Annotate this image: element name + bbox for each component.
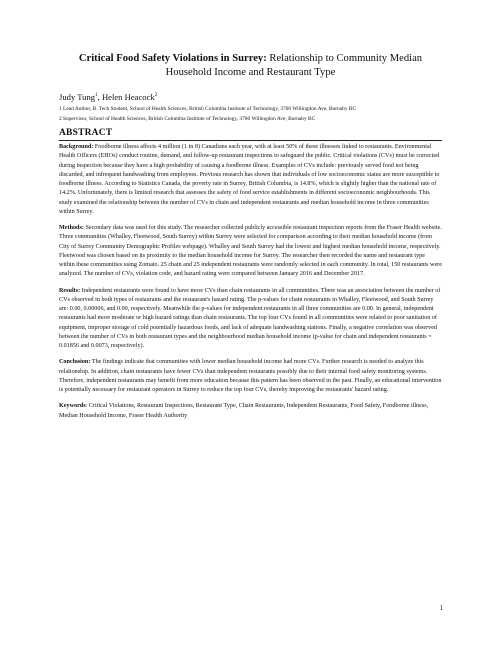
author-1: Judy Tung bbox=[59, 92, 96, 102]
keywords-paragraph bbox=[59, 402, 442, 421]
paper-title-bold: Critical Food Safety Violations in Surrey: bbox=[78, 53, 267, 64]
author-separator: , bbox=[97, 92, 102, 102]
background-text: Foodborne illness affects 4 million (1 in 8) Canadians each year, with at least 50% of these illnesses linked to restaurants. Environmental Health Officers (EHOs) conduct routine, demand, and follow-up restaurant inspections to safeguard the public. Critical violations (CVs) must be corrected during inspection because they have a high probability of causing a foodborne illness. Examples of CVs include: previously served food not being discarded, and infrequent handwashing from employees. Previous research has shown that individuals of low socioeconomic status are more susceptible to foodborne illness. According to Statistics Canada, the poverty rate in Surrey, British Columbia, is 14.8%, which is slightly higher than the national rate of 14.2%. Unfortunately, there is limited research that assesses the safety of food service establishments in different socioeconomic neighbourhoods. This study examined the relationship between the number of CVs in chain and independent restaurants and median household income in three communities within Surrey. bbox=[59, 144, 440, 215]
background-paragraph bbox=[59, 143, 442, 217]
background-label: Background: bbox=[59, 144, 94, 150]
abstract-rule bbox=[59, 140, 442, 141]
methods-text: Secondary data was used for this study. The researcher collected publicly accessible restaurant inspection reports from the Fraser Health website. Three communities (Whalley, Fleetwood, South Surrey) within Surrey were selected for comparison according to their median household income (from City of Surrey Community Demographic Profiles webpage). Whalley and South Surrey had the lowest and highest median household income, respectively. Fleetwood was chosen based on its proximity to the median household income for Surrey. The researcher then recorded the name and restaurant type within these communities using Zomato. 25 chain and 25 independent restaurants were randomly selected in each community. In total, 150 restaurants were analyzed. The number of CVs, violation code, and hazard rating were compared between January 2016 and December 2017. bbox=[59, 225, 442, 278]
author-1-sup: 1 bbox=[95, 92, 98, 99]
author-line bbox=[59, 92, 442, 103]
abstract-heading: ABSTRACT bbox=[59, 128, 113, 138]
conclusion-label: Conclusion: bbox=[59, 359, 91, 366]
results-paragraph bbox=[59, 287, 442, 352]
methods-paragraph bbox=[59, 224, 442, 280]
author-2-sup: 2 bbox=[154, 92, 158, 99]
affiliation-2: 2 Supervisor, School of Health Sciences, British Columbia Institute of Technology, 3700 Willingdon Ave, Burnaby BC bbox=[59, 116, 316, 122]
conclusion-text: The findings indicate that communities with lower median household income had more CVs. Further research is needed to analyze this relationship. In addition, chain restaurants have fewer CVs than independent restaurants possibly due to their internal food safety monitoring systems. Therefore, independent restaurants may benefit from more education because this pattern has been observed in the past. Finally, an educational intervention is potentially necessary for restaurant operators in Surrey to reduce the top four CVs, thereby improving the restaurants' hazard rating. bbox=[59, 359, 442, 393]
results-label: Results: bbox=[59, 287, 81, 294]
keywords-text: : Critical Violations, Restaurant Inspections, Restaurant Type, Chain Restaurants, Independent Restaurants, Food Safety, Foodborne illness, Median Household Income, Fraser Health Authority bbox=[59, 403, 429, 419]
author-2: Helen Heacock bbox=[101, 92, 155, 102]
conclusion-paragraph bbox=[59, 358, 442, 395]
paper-title-rest: Relationship to Community Median Household Income and Restaurant Type bbox=[165, 53, 423, 78]
page-number: 1 bbox=[439, 604, 443, 612]
results-text: Independent restaurants were found to have more CVs than chain restaurants in all communities. There was an association between the number of CVs observed in both types of restaurants and the restaurant's hazard rating. The p-values for chain restaurants in Whalley, Fleetwood, and South Surrey are: 0.00, 0.00006, and 0.00, respectively. Meanwhile the p-values for independent restaurants in all three communities are 0.00. In general, independent restaurants had more moderate or high hazard ratings than chain restaurants. The top four CVs found in all communities were related to poor sanitation of equipment, improper storage of cold potentially hazardous foods, and lack of adequate handwashing stations. Finally, a negative correlation was observed between the number of CVs in both restaurant types and the neighbourhood median household income (p-value for chain and independent restaurants = 0.01856 and 0.0073, respectively). bbox=[59, 287, 441, 349]
paper-title bbox=[59, 52, 442, 80]
keywords-label: Keywords bbox=[59, 403, 86, 410]
affiliation-1: 1 Lead Author, B. Tech Student, School of Health Sciences, British Columbia Institute of Technology, 3700 Willingdon Ave, Burnaby BC bbox=[59, 106, 357, 112]
methods-label: Methods: bbox=[59, 225, 84, 231]
